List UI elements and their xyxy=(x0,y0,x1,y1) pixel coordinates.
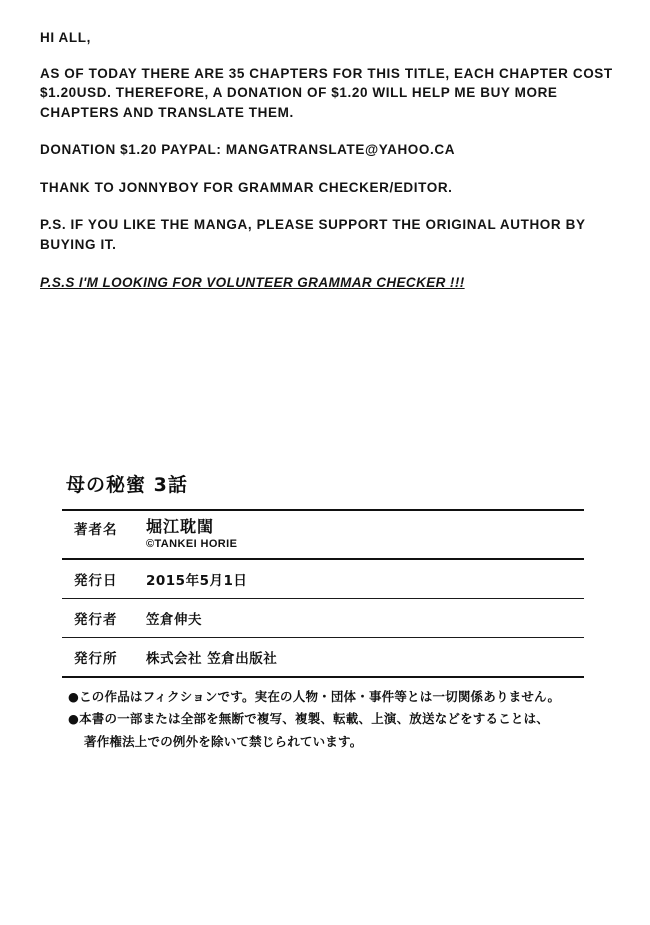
colophon-value-publisher-company: 株式会社 笠倉出版社 xyxy=(146,650,278,667)
disclaimer-line-3: 著作権法上での例外を除いて禁じられています。 xyxy=(84,734,363,750)
note-donation-paragraph: DONATION $1.20 PAYPAL: MANGATRANSLATE@YAHOO.CA xyxy=(40,142,456,158)
colophon-label-publisher-company: 発行所 xyxy=(74,650,118,667)
colophon-row-pubdate xyxy=(62,560,584,598)
note-chapters-paragraph: AS OF TODAY THERE ARE 35 CHAPTERS FOR THIS TITLE, EACH CHAPTER COST $1.20USD. THEREFORE, A DONATION OF $1.20 WILL HELP ME BUY MORE CHAPTERS AND TRANSLATE THEM. xyxy=(40,65,613,120)
colophon-value-pubdate: 2015年5月1日 xyxy=(146,572,248,589)
author-copyright-romaji: ©TANKEI HORIE xyxy=(146,537,238,550)
colophon-label-publisher-person: 発行者 xyxy=(74,611,118,628)
note-thanks-paragraph: THANK TO JONNYBOY FOR GRAMMAR CHECKER/EDITOR. xyxy=(40,179,453,195)
colophon-label-author: 著者名 xyxy=(74,522,118,538)
colophon-value-publisher-person: 笠倉伸夫 xyxy=(146,611,202,628)
disclaimer-line-1: ●この作品はフィクションです。実在の人物・団体・事件等とは一切関係ありません。 xyxy=(68,688,561,704)
translator-note xyxy=(40,28,620,310)
colophon-rule-bottom xyxy=(62,676,584,678)
colophon-row-author xyxy=(62,511,584,558)
colophon-row-publisher-company xyxy=(62,638,584,676)
colophon-block xyxy=(62,470,584,756)
author-name: 堀江耽閨 xyxy=(146,517,215,536)
disclaimer-line-2: ●本書の一部または全部を無断で複写、複製、転載、上演、放送などをすることは、 xyxy=(68,711,550,727)
colophon-disclaimer xyxy=(62,688,584,752)
colophon-value-author xyxy=(146,518,237,550)
colophon-label-pubdate: 発行日 xyxy=(74,572,118,589)
colophon-title: 母の秘蜜 3話 xyxy=(66,474,188,496)
colophon-row-publisher-person xyxy=(62,599,584,637)
note-ps-paragraph: P.S. IF YOU LIKE THE MANGA, PLEASE SUPPORT THE ORIGINAL AUTHOR BY BUYING IT. xyxy=(40,217,586,252)
note-greeting: HI ALL, xyxy=(40,30,91,45)
note-pss-paragraph: P.S.S I'M LOOKING FOR VOLUNTEER GRAMMAR CHECKER !!! xyxy=(40,274,465,290)
